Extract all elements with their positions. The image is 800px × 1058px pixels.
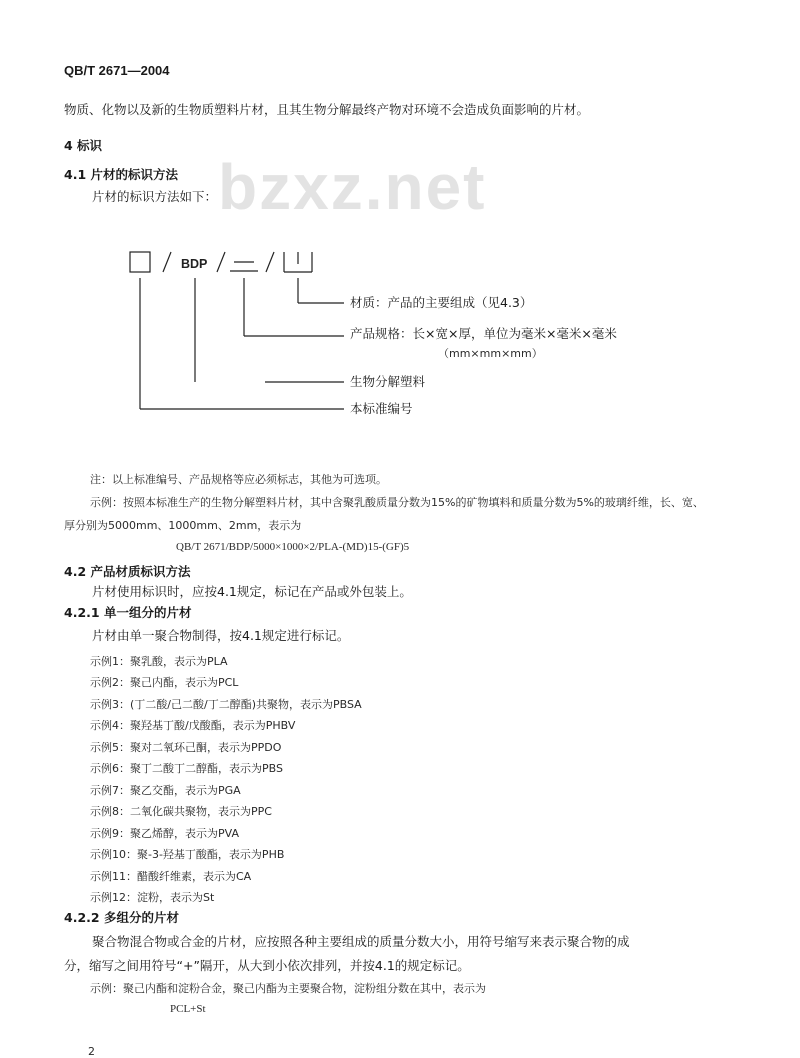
example-main-line1: 示例：按照本标准生产的生物分解塑料片材，其中含聚乳酸质量分数为15%的矿物填料和质量分数为5%的玻璃纤维，长、宽、 [90,496,704,509]
section-4-2-2-text-line2: 分，缩写之间用符号“+”隔开，从大到小依次排列，并按4.1的规定标记。 [64,958,470,973]
page-number: 2 [88,1045,95,1058]
list-item: 示例6：聚丁二酸丁二醇酯，表示为PBS [90,762,283,775]
section-4-2-1-heading: 4.2.1 单一组分的片材 [64,605,192,620]
section-4-2-1-text: 片材由单一聚合物制得，按4.1规定进行标记。 [92,628,350,643]
example-main-code: QB/T 2671/BDP/5000×1000×2/PLA-(MD)15-(GF)5 [176,541,410,553]
separator-slash [266,252,274,272]
list-item: 示例10：聚-3-羟基丁酸酯，表示为PHB [90,848,285,861]
watermark: bzxz.net [218,151,487,223]
section-4-2-text: 片材使用标识时，应按4.1规定，标记在产品或外包装上。 [92,584,412,599]
list-item: 示例4：聚羟基丁酸/戊酸酯，表示为PHBV [90,719,296,732]
list-item: 示例9：聚乙烯醇，表示为PVA [90,827,239,840]
list-item: 示例11：醋酸纤维素，表示为CA [90,870,252,883]
section-4-2-2-formula: PCL+St [170,1003,206,1015]
section-4-2-2-text-line1: 聚合物混合物或合金的片材，应按照各种主要组成的质量分数大小，用符号缩写来表示聚合物的成 [92,934,630,949]
example-main-line2: 厚分别为5000mm、1000mm、2mm，表示为 [64,519,302,532]
intro-text: 物质、化物以及新的生物质塑料片材，且其生物分解最终产物对环境不会造成负面影响的片材。 [64,102,590,117]
list-item: 示例12：淀粉，表示为St [90,891,215,904]
note-text: 注：以上标准编号、产品规格等应必须标志，其他为可选项。 [90,473,387,486]
list-item: 示例2：聚己内酯，表示为PCL [90,676,239,689]
code-bdp: BDP [181,257,208,271]
section-4-2-heading: 4.2 产品材质标识方法 [64,564,191,579]
standard-number: QB/T 2671—2004 [64,63,170,78]
section-4-1-heading: 4.1 片材的标识方法 [64,167,178,182]
list-item: 示例8：二氧化碳共聚物，表示为PPC [90,805,272,818]
list-item: 示例3：(丁二酸/己二酸/丁二醇酯)共聚物，表示为PBSA [90,698,362,711]
separator-slash [163,252,171,272]
diagram-label-size: 产品规格：长×宽×厚，单位为毫米×毫米×毫米 [350,326,617,341]
code-box-standard [130,252,150,272]
identification-diagram [0,0,800,470]
section-4-heading: 4 标识 [64,138,103,153]
diagram-label-standard: 本标准编号 [350,401,413,416]
list-item: 示例5：聚对二氧环己酮，表示为PPDO [90,741,282,754]
diagram-label-biodegradable: 生物分解塑料 [350,374,426,389]
separator-slash [217,252,225,272]
list-item: 示例7：聚乙交酯，表示为PGA [90,784,241,797]
section-4-2-2-heading: 4.2.2 多组分的片材 [64,910,179,925]
diagram-label-size-unit: （mm×mm×mm） [438,347,543,360]
section-4-2-2-example: 示例：聚己内酯和淀粉合金，聚己内酯为主要聚合物，淀粉组分数在其中，表示为 [90,982,486,995]
section-4-1-text: 片材的标识方法如下： [92,189,218,204]
diagram-label-material: 材质：产品的主要组成（见4.3） [350,295,533,310]
list-item: 示例1：聚乳酸，表示为PLA [90,655,228,668]
